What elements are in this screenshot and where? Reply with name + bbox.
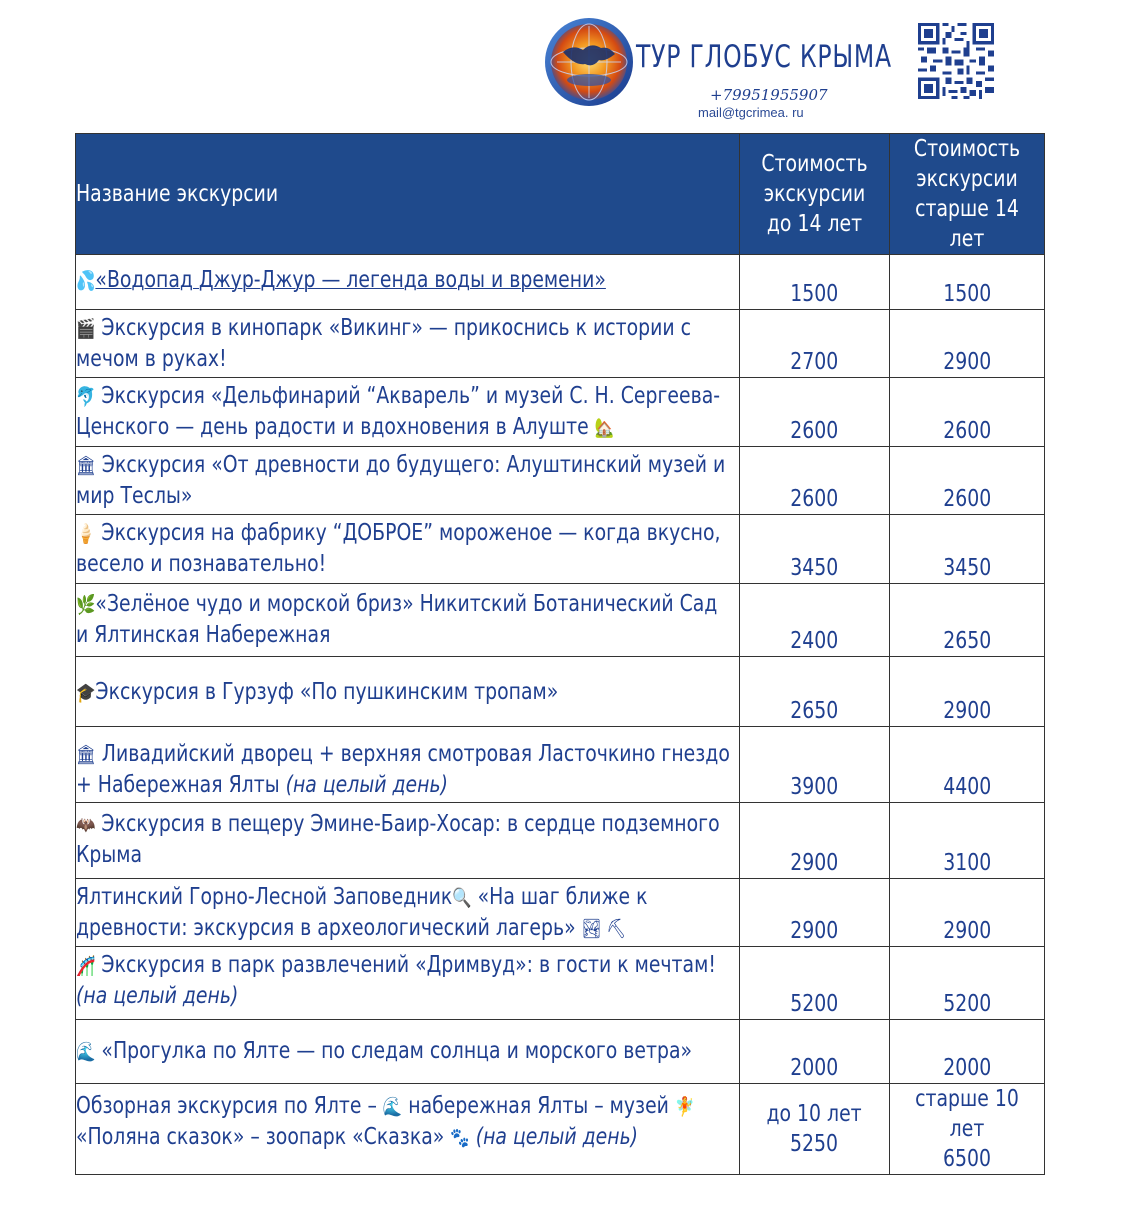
price-child: 2400 <box>740 584 890 657</box>
price-child: 2900 <box>740 879 890 947</box>
qr-code-icon[interactable] <box>918 23 994 99</box>
price-adult: 2000 <box>890 1020 1045 1084</box>
price-adult: 5200 <box>890 947 1045 1020</box>
table-row <box>76 255 1045 310</box>
brand-email[interactable]: mail@tgcrimea. ru <box>698 105 804 120</box>
price-child: 2900 <box>740 803 890 879</box>
page-header <box>0 0 1125 132</box>
excursion-name: 🏛 Экскурсия «От древности до будущего: Алуштинский музей и мир Теслы» <box>76 447 740 515</box>
price-child: 2650 <box>740 657 890 727</box>
table-row <box>76 879 1045 947</box>
table-row <box>76 947 1045 1020</box>
price-adult: 2900 <box>890 657 1045 727</box>
table-row <box>76 657 1045 727</box>
price-child: 3900 <box>740 727 890 803</box>
price-child: 2600 <box>740 378 890 447</box>
price-adult: 1500 <box>890 255 1045 310</box>
price-child: 2000 <box>740 1020 890 1084</box>
globe-logo-icon <box>543 16 635 108</box>
museum-icon: 🏛 <box>76 455 96 477</box>
herb-icon: 🌿 <box>76 594 96 616</box>
excursion-link[interactable]: «Водопад Джур-Джур — легенда воды и времени» <box>95 267 606 293</box>
table-row <box>76 1020 1045 1084</box>
ice-cream-icon: 🍦 <box>76 523 96 545</box>
price-adult: 3100 <box>890 803 1045 879</box>
bat-icon: 🦇 <box>76 814 96 836</box>
graduation-cap-icon: 🎓 <box>76 682 96 704</box>
price-adult: старше 10 лет 6500 <box>890 1084 1045 1175</box>
excursion-name: 🎬 Экскурсия в кинопарк «Викинг» — прикоснись к истории с мечом в руках! <box>76 310 740 378</box>
table-row <box>76 310 1045 378</box>
wave-icon: 🌊 <box>382 1096 403 1118</box>
full-day-note: (на целый день) <box>469 1124 639 1150</box>
brand-name: ТУР ГЛОБУС КРЫМА <box>636 39 892 75</box>
price-adult: 2900 <box>890 879 1045 947</box>
table-row <box>76 1084 1045 1175</box>
price-adult: 2600 <box>890 447 1045 515</box>
house-icon: 🏡 <box>594 417 615 439</box>
price-child: 1500 <box>740 255 890 310</box>
age-label: старше 10 лет <box>915 1086 1019 1142</box>
price-adult: 2900 <box>890 310 1045 378</box>
excursion-name: 🐬 Экскурсия «Дельфинарий “Акварель” и музей С. Н. Сергеева-Ценского — день радости и вдохновения в Алуште 🏡 <box>76 378 740 447</box>
price-adult: 4400 <box>890 727 1045 803</box>
price-child: 2700 <box>740 310 890 378</box>
price-adult: 2650 <box>890 584 1045 657</box>
clapperboard-icon: 🎬 <box>76 318 96 340</box>
excursion-name: 🍦 Экскурсия на фабрику “ДОБРОЕ” мороженое — когда вкусно, весело и познавательно! <box>76 515 740 584</box>
header-price-adult: Стоимость экскурсии старше 14 лет <box>890 134 1045 255</box>
header-name: Название экскурсии <box>76 134 740 255</box>
full-day-note: (на целый день) <box>285 772 448 798</box>
price-child: до 10 лет 5250 <box>740 1084 890 1175</box>
excursion-name: Ялтинский Горно-Лесной Заповедник🔍 «На шаг ближе к древности: экскурсия в археологический лагерь» 🏞 ⛏ <box>76 879 740 947</box>
table-row <box>76 515 1045 584</box>
table-row <box>76 447 1045 515</box>
price-child: 3450 <box>740 515 890 584</box>
price-adult: 3450 <box>890 515 1045 584</box>
excursion-name: 🏛 Ливадийский дворец + верхняя смотровая Ласточкино гнездо + Набережная Ялты (на целый день) <box>76 727 740 803</box>
table-header-row <box>76 134 1045 255</box>
landscape-pickaxe-icon: 🏞 ⛏ <box>581 918 627 940</box>
dolphin-icon: 🐬 <box>76 386 96 408</box>
brand-phone[interactable]: +79951955907 <box>710 86 828 104</box>
excursion-name: Обзорная экскурсия по Ялте – 🌊 набережная Ялты – музей 🧚 «Поляна сказок» – зоопарк «Сказка» 🐾 (на целый день) <box>76 1084 740 1175</box>
excursion-name: 🎢 Экскурсия в парк развлечений «Дримвуд»: в гости к мечтам! (на целый день) <box>76 947 740 1020</box>
excursion-name: 🌊 «Прогулка по Ялте — по следам солнца и морского ветра» <box>76 1020 740 1084</box>
excursion-price-table <box>75 133 1045 1175</box>
table-row <box>76 803 1045 879</box>
full-day-note: (на целый день) <box>76 983 239 1009</box>
excursion-name: 🌿«Зелёное чудо и морской бриз» Никитский Ботанический Сад и Ялтинская Набережная <box>76 584 740 657</box>
droplets-icon: 💦 <box>76 270 96 292</box>
header-price-child: Стоимость экскурсии до 14 лет <box>740 134 890 255</box>
magnifier-icon: 🔍 <box>452 887 472 909</box>
paw-prints-icon: 🐾 <box>450 1127 470 1149</box>
excursion-name[interactable] <box>76 255 740 310</box>
price-child: 2600 <box>740 447 890 515</box>
table-row <box>76 584 1045 657</box>
excursion-name: 🎓Экскурсия в Гурзуф «По пушкинским тропам» <box>76 657 740 727</box>
excursion-name: 🦇 Экскурсия в пещеру Эмине-Баир-Хосар: в сердце подземного Крыма <box>76 803 740 879</box>
price-adult: 2600 <box>890 378 1045 447</box>
wave-icon: 🌊 <box>76 1041 96 1063</box>
table-row <box>76 378 1045 447</box>
palace-icon: 🏛 <box>76 744 96 766</box>
age-label: до 10 лет <box>766 1101 863 1127</box>
price-child: 5200 <box>740 947 890 1020</box>
fairy-icon: 🧚 <box>674 1096 695 1118</box>
table-row <box>76 727 1045 803</box>
roller-coaster-icon: 🎢 <box>76 955 96 977</box>
